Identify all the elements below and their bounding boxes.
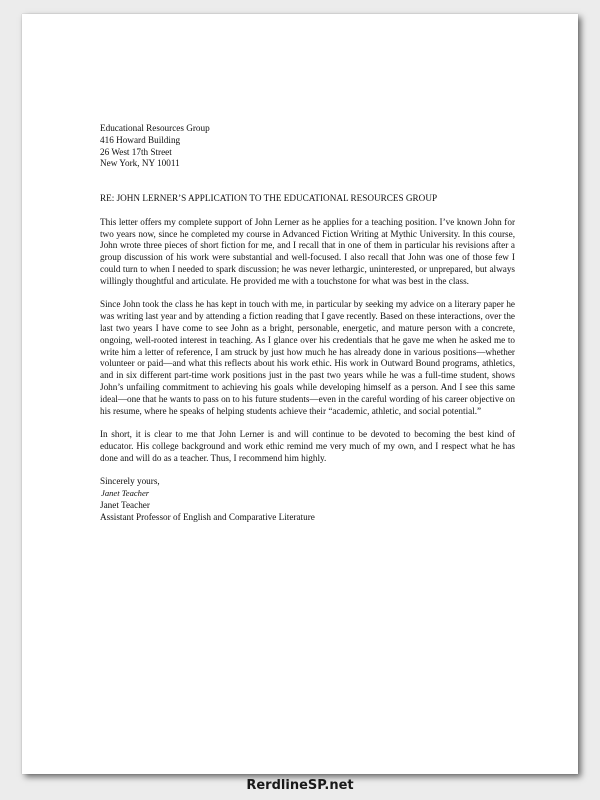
letter-body bbox=[100, 123, 515, 524]
paragraph-3: In short, it is clear to me that John Lerner is and will continue to be devoted to becoming the best kind of educator. His college background and work ethic remind me very much of my own, and I respect what he has done and will do as a teacher. Thus, I recommend him highly. bbox=[100, 429, 515, 463]
address-line-4: New York, NY 10011 bbox=[100, 158, 180, 169]
recipient-address bbox=[100, 123, 515, 170]
closing-block bbox=[100, 476, 515, 523]
signature: Janet Teacher bbox=[101, 488, 150, 499]
salutation: Sincerely yours, bbox=[100, 476, 160, 487]
address-line-1: Educational Resources Group bbox=[100, 123, 210, 133]
address-line-2: 416 Howard Building bbox=[100, 134, 181, 145]
paragraph-1: This letter offers my complete support of John Lerner as he applies for a teaching position. I’ve known John for two years now, since he completed my course in Advanced Fiction Writing at Mythic University. In this course, John wrote three pieces of short fiction for me, and I recall that in one of them in particular his revisions after a group discussion of his work were substantial and well-focused. I also recall that John was one of those few I could turn to when I needed to spark discussion; he was never lethargic, uninterested, or unprepared, but always willingly thoughtful and articulate. He provided me with a touchstone for what was best in the class. bbox=[100, 216, 515, 286]
letter-page bbox=[22, 14, 578, 774]
watermark-text: RerdlineSP.net bbox=[246, 778, 354, 793]
subject-line: RE: JOHN LERNER’S APPLICATION TO THE EDUCATIONAL RESOURCES GROUP bbox=[100, 193, 438, 204]
paragraph-2: Since John took the class he has kept in touch with me, in particular by seeking my advice on a literary paper he was writing last year and by attending a fiction reading that I gave recently. Based on these interactions, over the last two years I have come to see John as a bright, personable, energetic, and mature person with a concrete, ongoing, well-rooted interest in teaching. As I glance over his credentials that he gave me when he asked me to write him a letter of reference, I am struck by just how much he has already done in various positions—whether volunteer or paid—and what this reflects about his work ethic. His work in Outward Bound programs, athletics, and in six different part-time work positions just in the past two years while he was a full-time student, shows John’s unfailing commitment to achieving his goals while developing himself as a person. And I see this same ideal—one that he wants to pass on to his future students—even in the careful wording of his career objective on his resume, where he speaks of helping students achieve their “academic, athletic, and social potential.” bbox=[100, 299, 515, 416]
address-line-3: 26 West 17th Street bbox=[100, 146, 172, 157]
signer-title: Assistant Professor of English and Comparative Literature bbox=[100, 511, 315, 522]
signer-name: Janet Teacher bbox=[100, 499, 150, 510]
